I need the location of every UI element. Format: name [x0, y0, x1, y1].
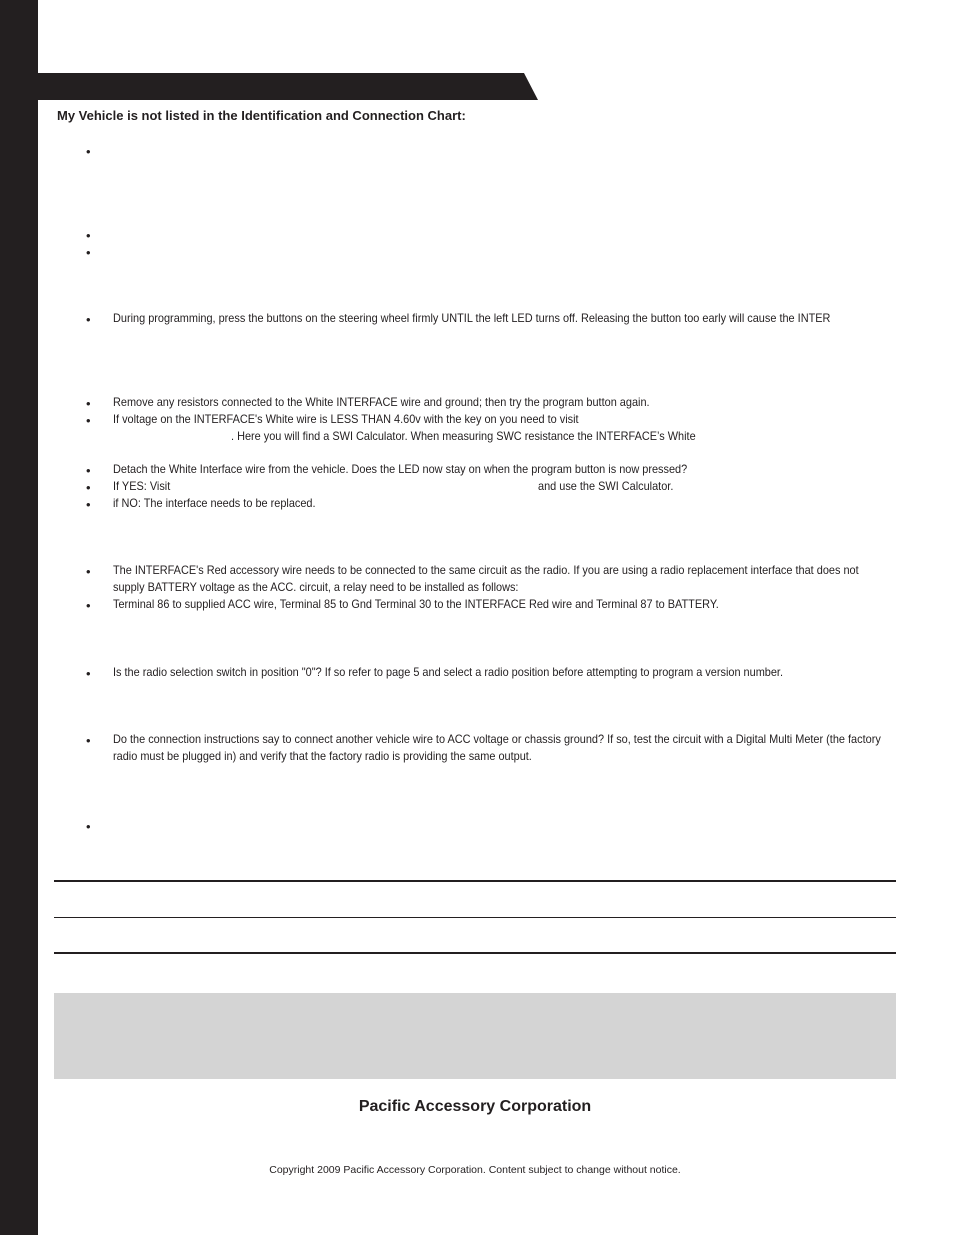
red-wire-tip: The INTERFACE's Red accessory wire needs to be connected to the same circuit as the radio. If you are using a radio replacement interface that does not supply BATTERY voltage as the ACC. circuit, a relay need to be installed as follows: [113, 563, 859, 594]
bullet: • [86, 598, 91, 613]
remove-resistors-tip: Remove any resistors connected to the White INTERFACE wire and ground; then try the program button again. [113, 395, 650, 409]
divider-rule [54, 952, 896, 954]
bullet: • [86, 819, 91, 834]
detach-white-wire-tip: Detach the White Interface wire from the vehicle. Does the LED now stay on when the program button is now pressed? [113, 462, 688, 476]
programming-tip: During programming, press the buttons on the steering wheel firmly UNTIL the left LED turns off. Releasing the button too early will cause the INTER [113, 311, 831, 325]
bullet: • [86, 413, 91, 428]
left-side-bar [0, 0, 38, 1235]
section-header-bar [38, 73, 538, 100]
bullet: • [86, 564, 91, 579]
company-name: Pacific Accessory Corporation [358, 1098, 592, 1115]
if-yes-tip: If YES: Visit [113, 479, 171, 493]
voltage-tip: If voltage on the INTERFACE's White wire is LESS THAN 4.60v with the key on you need to visit [113, 412, 579, 426]
gray-info-box [54, 993, 896, 1079]
bullet: • [86, 480, 91, 495]
if-yes-tip-continued: and use the SWI Calculator. [538, 479, 674, 493]
copyright-notice: Copyright 2009 Pacific Accessory Corporation. Content subject to change without notice. [269, 1164, 681, 1176]
connection-tip: Do the connection instructions say to connect another vehicle wire to ACC voltage or chassis ground? If so, test the circuit with a Digital Multi Meter (the factory radio must be plugged in) and verify that the factory radio is providing the same output. [113, 732, 881, 763]
bullet: • [86, 245, 91, 260]
bullet: • [86, 228, 91, 243]
section-heading: My Vehicle is not listed in the Identification and Connection Chart: [57, 108, 466, 123]
bullet: • [86, 497, 91, 512]
radio-switch-tip: Is the radio selection switch in position "0"? If so refer to page 5 and select a radio position before attempting to program a version number. [113, 665, 784, 679]
bullet: • [86, 396, 91, 411]
bullet: • [86, 733, 91, 748]
bullet: • [86, 144, 91, 159]
bullet: • [86, 666, 91, 681]
relay-tip: Terminal 86 to supplied ACC wire, Terminal 85 to Gnd Terminal 30 to the INTERFACE Red wire and Terminal 87 to BATTERY. [113, 597, 719, 611]
bullet: • [86, 463, 91, 478]
divider-rule [54, 917, 896, 918]
divider-rule [54, 880, 896, 882]
bullet: • [86, 312, 91, 327]
voltage-tip-continued: . Here you will find a SWI Calculator. When measuring SWC resistance the INTERFACE’s White [231, 429, 696, 443]
if-no-tip: if NO: The interface needs to be replaced. [113, 496, 316, 510]
